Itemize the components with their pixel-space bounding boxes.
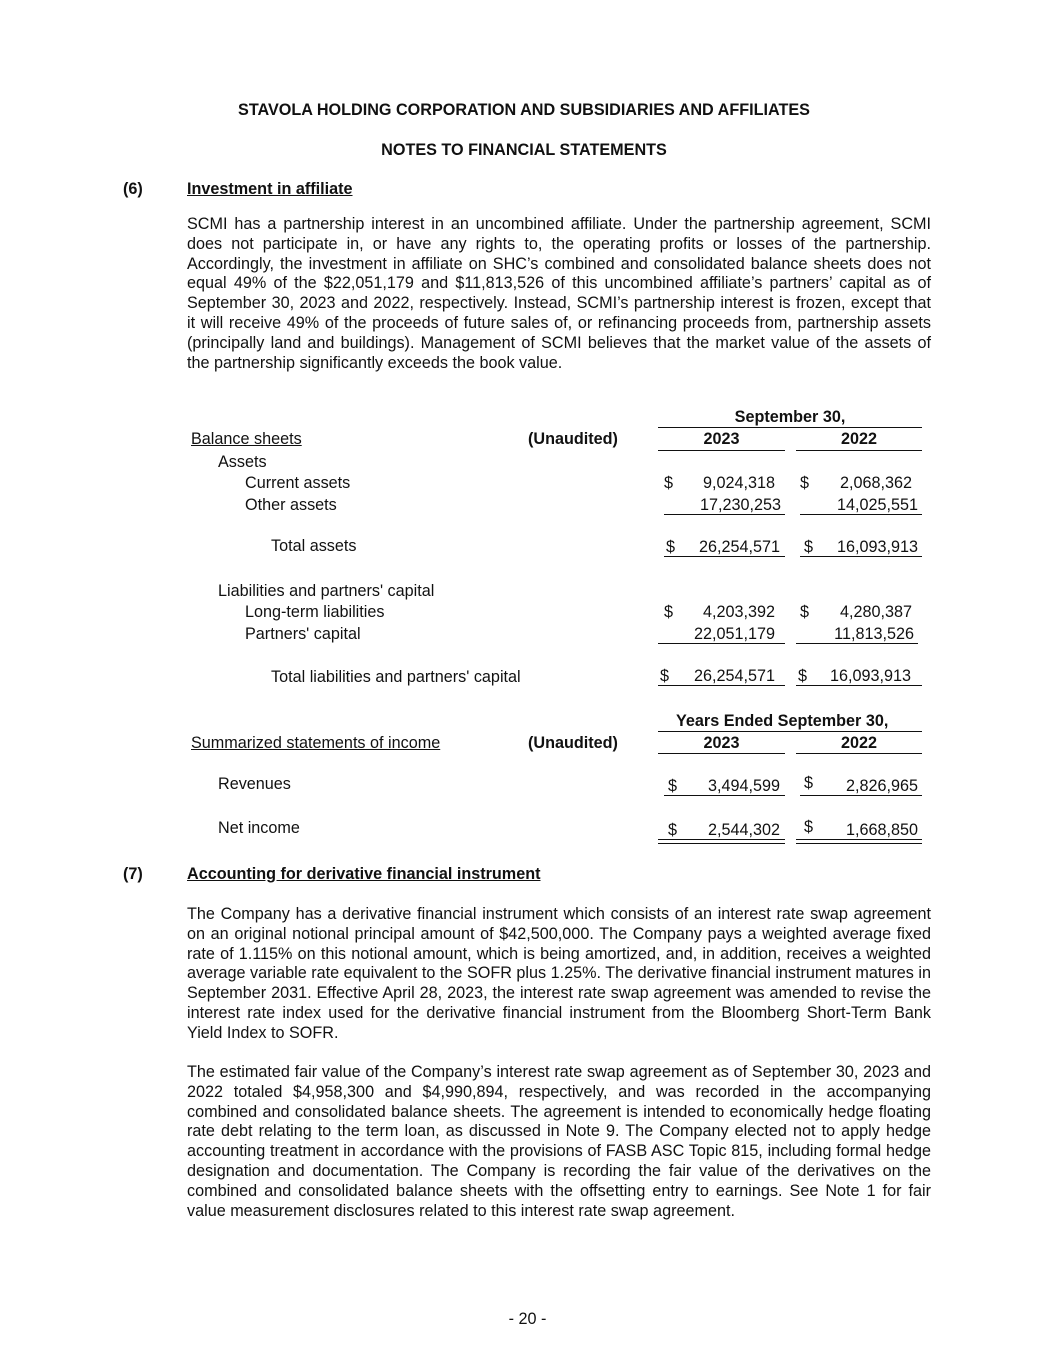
current-assets-label: Current assets bbox=[245, 474, 351, 492]
currency-symbol: $ bbox=[804, 818, 814, 836]
income-statements-label: Summarized statements of income bbox=[191, 734, 441, 752]
total-rule bbox=[800, 556, 922, 557]
current-assets-2022: 2,068,362 bbox=[839, 474, 912, 492]
total-rule bbox=[658, 839, 785, 840]
currency-symbol: $ bbox=[800, 603, 810, 621]
currency-symbol: $ bbox=[804, 774, 814, 792]
partners-capital-2023: 22,051,179 bbox=[693, 625, 775, 643]
other-assets-label: Other assets bbox=[245, 496, 337, 514]
current-assets-2023: 9,024,318 bbox=[702, 474, 775, 492]
currency-symbol: $ bbox=[798, 667, 808, 685]
total-rule bbox=[658, 685, 785, 686]
revenues-2022: 2,826,965 bbox=[845, 777, 918, 795]
total-liabilities-2023: 26,254,571 bbox=[693, 667, 775, 685]
income-col-2023: 2023 bbox=[703, 734, 740, 752]
double-rule bbox=[796, 843, 922, 844]
subtotal-rule bbox=[664, 514, 785, 515]
col-header-rule bbox=[796, 450, 922, 451]
balance-period-header: September 30, bbox=[734, 408, 846, 426]
income-col-2022: 2022 bbox=[840, 734, 877, 752]
other-assets-2022: 14,025,551 bbox=[836, 496, 918, 514]
net-income-2022: 1,668,850 bbox=[845, 821, 918, 839]
period-header-rule bbox=[658, 427, 922, 428]
subtotal-rule bbox=[796, 643, 918, 644]
long-term-liabilities-label: Long-term liabilities bbox=[245, 603, 385, 621]
other-assets-2023: 17,230,253 bbox=[699, 496, 781, 514]
revenues-2023: 3,494,599 bbox=[707, 777, 780, 795]
currency-symbol: $ bbox=[666, 538, 676, 556]
total-assets-label: Total assets bbox=[271, 537, 357, 555]
assets-label: Assets bbox=[218, 453, 267, 471]
double-rule bbox=[658, 843, 785, 844]
long-term-liabilities-2023: 4,203,392 bbox=[702, 603, 775, 621]
balance-col-2023: 2023 bbox=[703, 430, 740, 448]
balance-col-2022: 2022 bbox=[840, 430, 877, 448]
liabilities-label: Liabilities and partners' capital bbox=[218, 582, 435, 600]
net-income-label: Net income bbox=[218, 819, 300, 837]
total-rule bbox=[800, 795, 922, 796]
income-period-header: Years Ended September 30, bbox=[676, 712, 889, 730]
total-rule bbox=[796, 839, 922, 840]
period-header-rule bbox=[658, 731, 922, 732]
currency-symbol: $ bbox=[668, 821, 678, 839]
subtotal-rule bbox=[800, 514, 922, 515]
total-assets-2022: 16,093,913 bbox=[836, 538, 918, 556]
total-rule bbox=[664, 795, 785, 796]
note-6-heading: Investment in affiliate bbox=[187, 180, 353, 198]
total-liabilities-label: Total liabilities and partners' capital bbox=[271, 668, 521, 686]
note-6-number: (6) bbox=[123, 180, 143, 198]
income-unaudited-label: (Unaudited) bbox=[528, 734, 618, 752]
note-7-heading: Accounting for derivative financial instrument bbox=[187, 865, 541, 883]
currency-symbol: $ bbox=[804, 538, 814, 556]
company-title: STAVOLA HOLDING CORPORATION AND SUBSIDIARIES AND AFFILIATES bbox=[238, 101, 810, 119]
note-7-number: (7) bbox=[123, 865, 143, 883]
total-rule bbox=[796, 685, 922, 686]
total-liabilities-2022: 16,093,913 bbox=[829, 667, 911, 685]
col-header-rule bbox=[796, 753, 922, 754]
page-number: - 20 - bbox=[508, 1310, 547, 1328]
partners-capital-label: Partners' capital bbox=[245, 625, 361, 643]
currency-symbol: $ bbox=[660, 667, 670, 685]
revenues-label: Revenues bbox=[218, 775, 291, 793]
currency-symbol: $ bbox=[664, 474, 674, 492]
total-assets-2023: 26,254,571 bbox=[698, 538, 780, 556]
partners-capital-2022: 11,813,526 bbox=[834, 625, 914, 643]
note-7-paragraph-2: The estimated fair value of the Company’s interest rate swap agreement as of September 30, 2023 and 2022 totaled $4,958,300 and $4,990,894, respectively, and was recorded in the accompanying combined and consolidated balance sheets. The agreement is intended to economically hedge floating rate debt relating to the term loan, as discussed in Note 9. The Company elected not to apply hedge accounting treatment in accordance with the provisions of FASB ASC Topic 815, including formal hedge designation and documentation. The Company is recording the fair value of the derivatives on the combined and consolidated balance sheets with the offsetting entry to earnings. See Note 1 for fair value measurement disclosures related to this interest rate swap agreement. bbox=[187, 1063, 931, 1220]
long-term-liabilities-2022: 4,280,387 bbox=[839, 603, 912, 621]
net-income-2023: 2,544,302 bbox=[707, 821, 780, 839]
subtotal-rule bbox=[658, 643, 785, 644]
balance-unaudited-label: (Unaudited) bbox=[528, 430, 618, 448]
document-subtitle: NOTES TO FINANCIAL STATEMENTS bbox=[381, 141, 667, 159]
col-header-rule bbox=[658, 753, 785, 754]
total-rule bbox=[664, 556, 785, 557]
currency-symbol: $ bbox=[668, 777, 678, 795]
balance-sheets-label: Balance sheets bbox=[191, 430, 302, 448]
currency-symbol: $ bbox=[800, 474, 810, 492]
currency-symbol: $ bbox=[664, 603, 674, 621]
col-header-rule bbox=[658, 450, 785, 451]
note-7-paragraph-1: The Company has a derivative financial instrument which consists of an interest rate swap agreement on an original notional principal amount of $42,500,000. The Company pays a weighted average fixed rate of 1.115% on this notional amount, which is being amortized, and, in addition, receives a weighted average variable rate equivalent to the SOFR plus 1.25%. The derivative financial instrument matures in September 2031. Effective April 28, 2023, the interest rate swap agreement was amended to revise the interest rate index used for the derivative financial instrument from the Bloomberg Short-Term Bank Yield Index to SOFR. bbox=[187, 905, 931, 1042]
note-6-paragraph: SCMI has a partnership interest in an uncombined affiliate. Under the partnership agreement, SCMI does not participate in, or have any rights to, the operating profits or losses of the partnership. Accordingly, the investment in affiliate on SHC’s combined and consolidated balance sheets does not equal 49% of the $22,051,179 and $11,813,526 of this uncombined affiliate’s partners’ capital as of September 30, 2023 and 2022, respectively. Instead, SCMI’s partnership interest is frozen, except that it will receive 49% of the proceeds of future sales of, or refinancing proceeds from, partnership assets (principally land and buildings). Management of SCMI believes that the market value of the assets of the partnership significantly exceeds the book value. bbox=[187, 215, 931, 372]
